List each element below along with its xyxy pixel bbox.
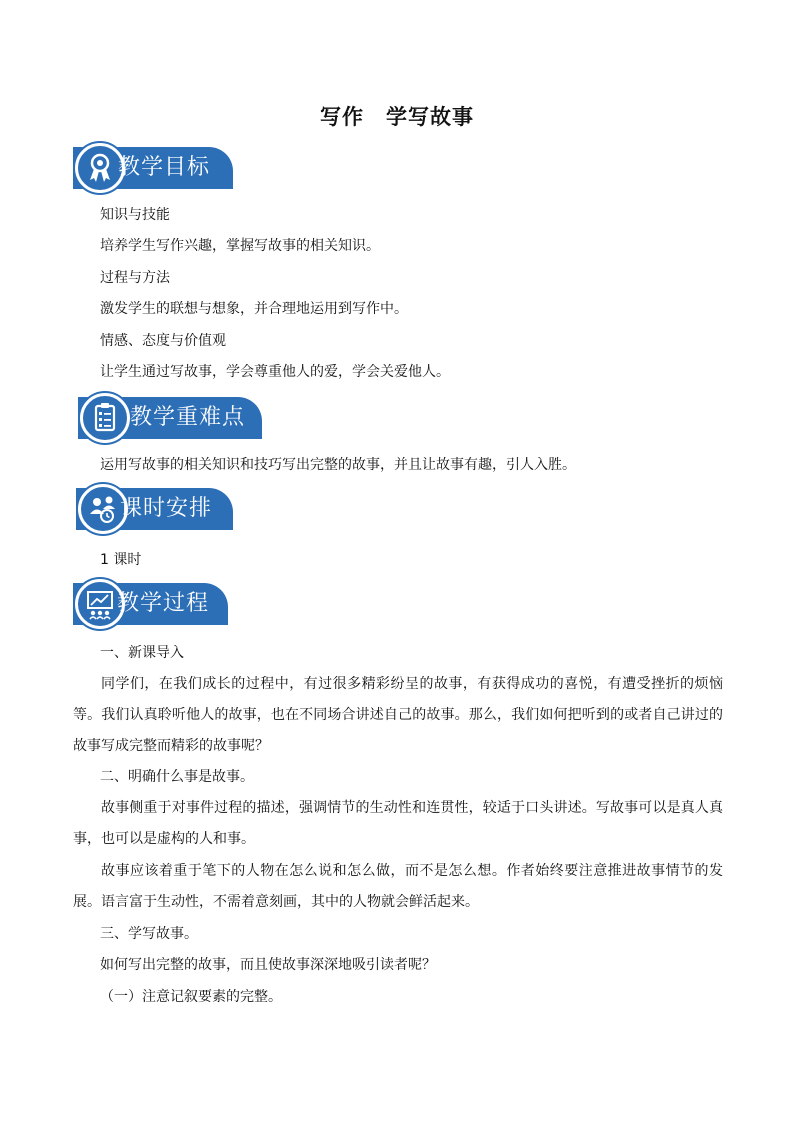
section-banner-key-points [78,397,262,439]
objective-text-values: 让学生通过写故事，学会尊重他人的爱，学会关爱他人。 [100,364,450,380]
schedule-text: 1 课时 [100,552,142,568]
document-title: 写作 学写故事 [320,104,474,129]
objective-subheading-knowledge: 知识与技能 [100,207,170,223]
section-banner-schedule [76,488,233,530]
process-step1-paragraph: 同学们，在我们成长的过程中，有过很多精彩纷呈的故事，有获得成功的喜悦，有遭受挫折的烦恼等。我们认真聆听他人的故事，也在不同场合讲述自己的故事。那么，我们如何把听到的或者自己讲过的故事写成完整而精彩的故事呢？ [73,676,723,754]
section-heading-key-points: 教学重难点 [130,405,246,430]
process-step2-paragraph-2: 故事应该着重于笔下的人物在怎么说和怎么做，而不是怎么想。作者始终要注意推进故事情节的发展。语言富于生动性，不需着意刻画，其中的人物就会鲜活起来。 [73,863,723,910]
process-step2-paragraph-1: 故事侧重于对事件过程的描述，强调情节的生动性和连贯性，较适于口头讲述。写故事可以是真人真事，也可以是虚构的人和事。 [73,800,723,847]
section-banner-objectives [73,147,233,189]
objective-subheading-values: 情感、态度与价值观 [100,333,226,349]
key-points-text: 运用写故事的相关知识和技巧写出完整的故事，并且让故事有趣，引人入胜。 [100,457,576,473]
process-step3-question: 如何写出完整的故事，而且使故事深深地吸引读者呢？ [100,957,436,973]
process-step3-sub1: （一）注意记叙要素的完整。 [100,989,282,1005]
section-heading-schedule: 课时安排 [120,496,213,521]
process-step1-title: 一、新课导入 [100,645,184,661]
process-step2-title: 二、明确什么事是故事。 [100,769,254,785]
objective-text-knowledge: 培养学生写作兴趣，掌握写故事的相关知识。 [100,238,380,254]
section-heading-process: 教学过程 [117,591,210,616]
process-step3-title: 三、学写故事。 [100,926,198,942]
clipboard-checklist-icon [80,393,130,443]
section-heading-objectives: 教学目标 [118,155,211,180]
objective-text-process: 激发学生的联想与想象，并合理地运用到写作中。 [100,301,408,317]
section-banner-process [73,583,228,625]
objective-subheading-process: 过程与方法 [100,270,170,286]
